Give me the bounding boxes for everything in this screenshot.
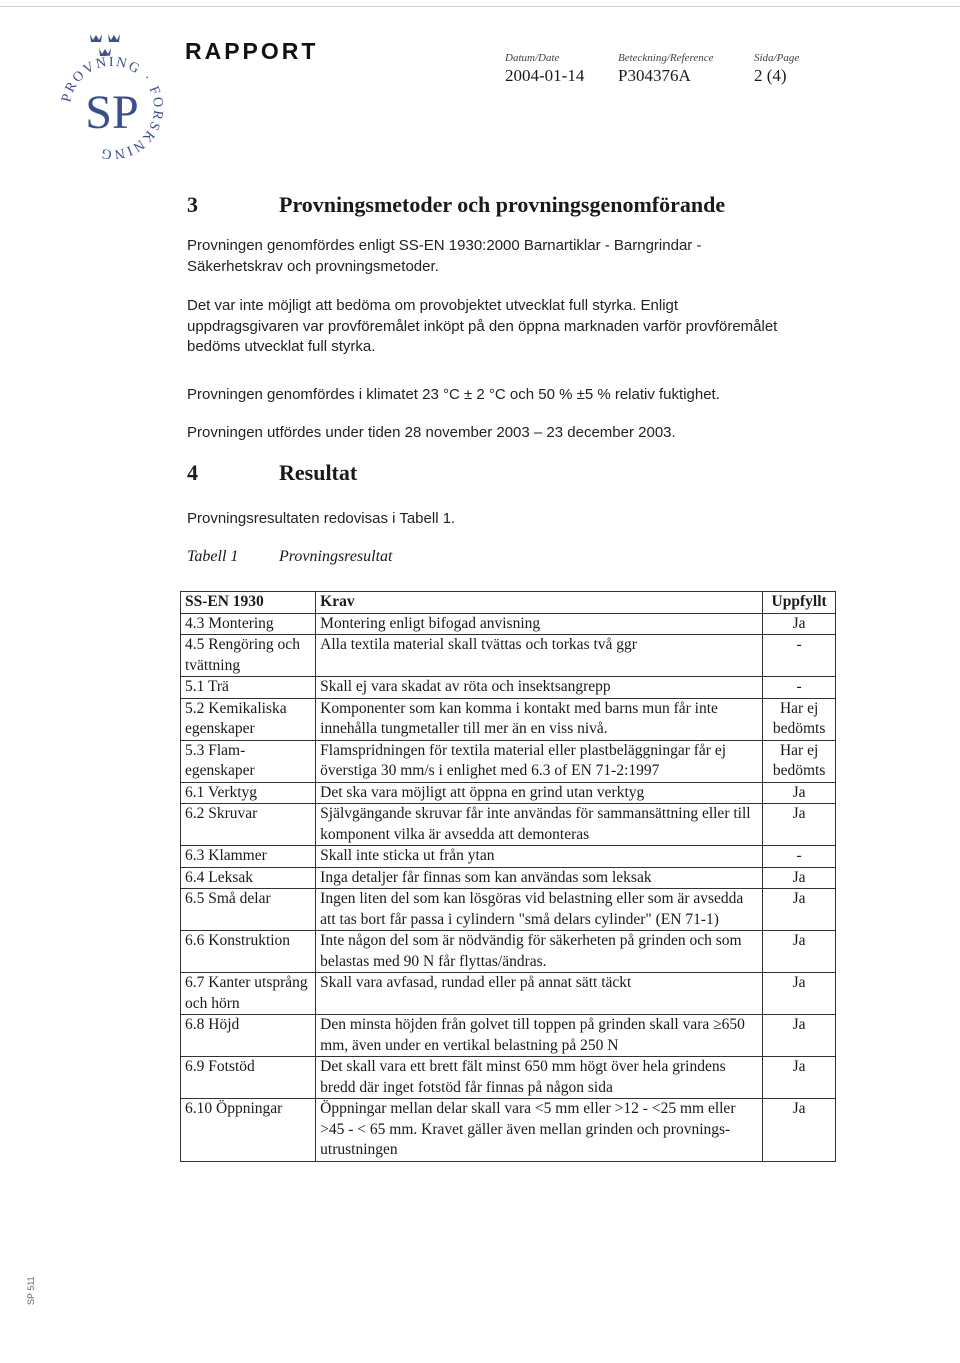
reference-label: Beteckning/Reference bbox=[618, 52, 714, 64]
table-row bbox=[181, 740, 836, 782]
section-3-paragraph-4: Provningen utfördes under tiden 28 november 2003 – 23 december 2003. bbox=[187, 424, 676, 441]
cell-standard: 6.5 Små delar bbox=[181, 889, 316, 931]
report-label: RAPPORT bbox=[185, 38, 319, 64]
cell-fulfilled: Ja bbox=[763, 973, 836, 1015]
cell-standard: 6.9 Fotstöd bbox=[181, 1057, 316, 1099]
cell-fulfilled: Ja bbox=[763, 1099, 836, 1162]
cell-standard: 4.3 Montering bbox=[181, 613, 316, 635]
table-row bbox=[181, 635, 836, 677]
cell-fulfilled: - bbox=[763, 677, 836, 699]
reference-block bbox=[618, 52, 713, 86]
header-fulfilled: Uppfyllt bbox=[763, 592, 836, 614]
reference-value: P304376A bbox=[618, 66, 691, 85]
table-row bbox=[181, 782, 836, 804]
cell-fulfilled: - bbox=[763, 635, 836, 677]
sp-logo bbox=[50, 28, 180, 178]
results-table bbox=[180, 591, 836, 1162]
section-4-title: Resultat bbox=[279, 460, 358, 485]
cell-fulfilled: Ja bbox=[763, 1015, 836, 1057]
cell-fulfilled: Har ej bedömts bbox=[763, 740, 836, 782]
cell-requirement: Komponenter som kan komma i kontakt med barns mun får inte innehålla tungmetaller till mer än en viss nivå. bbox=[316, 698, 763, 740]
table-header-row bbox=[181, 592, 836, 614]
logo-text: SP bbox=[85, 86, 139, 139]
table-row bbox=[181, 1099, 836, 1162]
table-row bbox=[181, 613, 836, 635]
cell-standard: 6.10 Öppningar bbox=[181, 1099, 316, 1162]
cell-standard: 5.3 Flam-egenskaper bbox=[181, 740, 316, 782]
cell-fulfilled: Ja bbox=[763, 931, 836, 973]
table-row bbox=[181, 698, 836, 740]
cell-requirement: Flamspridningen för textila material eller plastbeläggningar får ej överstiga 30 mm/s i enlighet med 6.3 of EN 71-2:1997 bbox=[316, 740, 763, 782]
table-row bbox=[181, 867, 836, 889]
section-4-intro: Provningsresultaten redovisas i Tabell 1. bbox=[187, 510, 456, 527]
section-4-number: 4 bbox=[187, 460, 198, 485]
cell-standard: 6.2 Skruvar bbox=[181, 804, 316, 846]
cell-requirement: Skall ej vara skadat av röta och insektsangrepp bbox=[316, 677, 763, 699]
cell-standard: 4.5 Rengöring och tvättning bbox=[181, 635, 316, 677]
cell-requirement: Inga detaljer får finnas som kan användas som leksak bbox=[316, 867, 763, 889]
cell-standard: 6.4 Leksak bbox=[181, 867, 316, 889]
cell-standard: 5.1 Trä bbox=[181, 677, 316, 699]
date-block bbox=[505, 52, 584, 86]
cell-requirement: Skall inte sticka ut från ytan bbox=[316, 846, 763, 868]
cell-fulfilled: Ja bbox=[763, 867, 836, 889]
cell-fulfilled: - bbox=[763, 846, 836, 868]
sp-logo-graphic bbox=[50, 28, 180, 178]
table-row bbox=[181, 1057, 836, 1099]
table-caption-title: Provningsresultat bbox=[279, 548, 393, 565]
form-code: SP 511 bbox=[26, 1276, 36, 1305]
cell-standard: 6.7 Kanter utsprång och hörn bbox=[181, 973, 316, 1015]
table-row bbox=[181, 973, 836, 1015]
cell-fulfilled: Har ej bedömts bbox=[763, 698, 836, 740]
cell-standard: 6.8 Höjd bbox=[181, 1015, 316, 1057]
cell-requirement: Skall vara avfasad, rundad eller på annat sätt täckt bbox=[316, 973, 763, 1015]
cell-requirement: Öppningar mellan delar skall vara <5 mm eller >12 - <25 mm eller >45 - < 65 mm. Kravet gäller även mellan grinden och provnings-utrustningen bbox=[316, 1099, 763, 1162]
header-requirement: Krav bbox=[316, 592, 763, 614]
cell-fulfilled: Ja bbox=[763, 613, 836, 635]
cell-requirement: Ingen liten del som kan lösgöras vid belastning eller som är avsedda att tas bort får passa i cylindern "små delars cylinder" (EN 71-1) bbox=[316, 889, 763, 931]
table-caption-label: Tabell 1 bbox=[187, 548, 239, 565]
cell-fulfilled: Ja bbox=[763, 889, 836, 931]
cell-fulfilled: Ja bbox=[763, 804, 836, 846]
cell-requirement: Det skall vara ett brett fält minst 650 mm högt över hela grindens bredd där inget fotstöd får finnas på någon sida bbox=[316, 1057, 763, 1099]
date-label: Datum/Date bbox=[505, 52, 560, 64]
page-label: Sida/Page bbox=[754, 52, 800, 64]
table-row bbox=[181, 846, 836, 868]
cell-fulfilled: Ja bbox=[763, 782, 836, 804]
table-row bbox=[181, 889, 836, 931]
table-row bbox=[181, 1015, 836, 1057]
page-value: 2 (4) bbox=[754, 66, 787, 85]
cell-standard: 6.1 Verktyg bbox=[181, 782, 316, 804]
table-caption bbox=[187, 548, 393, 566]
section-3-paragraph-3: Provningen genomfördes i klimatet 23 °C ± 2 °C och 50 % ±5 % relativ fuktighet. bbox=[187, 386, 720, 403]
logo-ring-text: PROVNING · FORSKNING bbox=[59, 54, 166, 162]
cell-requirement: Det ska vara möjligt att öppna en grind utan verktyg bbox=[316, 782, 763, 804]
crown-icons bbox=[90, 34, 120, 56]
section-3-paragraph-2: Det var inte möjligt att bedöma om provobjektet utvecklat full styrka. Enligt uppdragsgivaren var provföremålet inköpt på den öppna marknaden varför provföremålet bedöms utvecklat full styrka. bbox=[187, 297, 778, 355]
table-row bbox=[181, 804, 836, 846]
cell-requirement: Montering enligt bifogad anvisning bbox=[316, 613, 763, 635]
cell-requirement: Alla textila material skall tvättas och torkas två ggr bbox=[316, 635, 763, 677]
cell-fulfilled: Ja bbox=[763, 1057, 836, 1099]
table-row bbox=[181, 677, 836, 699]
cell-requirement: Den minsta höjden från golvet till toppen på grinden skall vara ≥650 mm, även under en vertikal belastning på 250 N bbox=[316, 1015, 763, 1057]
section-3-paragraph-1: Provningen genomfördes enligt SS-EN 1930:2000 Barnartiklar - Barngrindar - Säkerhetskrav och provningsmetoder. bbox=[187, 237, 702, 275]
section-3-title: Provningsmetoder och provningsgenomförande bbox=[279, 192, 726, 217]
header-standard: SS-EN 1930 bbox=[181, 592, 316, 614]
section-3-number: 3 bbox=[187, 192, 198, 217]
cell-requirement: Självgängande skruvar får inte användas för sammansättning eller till komponent vilka är avsedda att demonteras bbox=[316, 804, 763, 846]
cell-standard: 5.2 Kemikaliska egenskaper bbox=[181, 698, 316, 740]
table-body bbox=[181, 613, 836, 1161]
date-value: 2004-01-14 bbox=[505, 66, 585, 85]
table-row bbox=[181, 931, 836, 973]
cell-requirement: Inte någon del som är nödvändig för säkerheten på grinden och som belastas med 90 N får flyttas/ändras. bbox=[316, 931, 763, 973]
cell-standard: 6.6 Konstruktion bbox=[181, 931, 316, 973]
top-rule bbox=[0, 6, 960, 7]
page-block bbox=[754, 52, 799, 86]
cell-standard: 6.3 Klammer bbox=[181, 846, 316, 868]
